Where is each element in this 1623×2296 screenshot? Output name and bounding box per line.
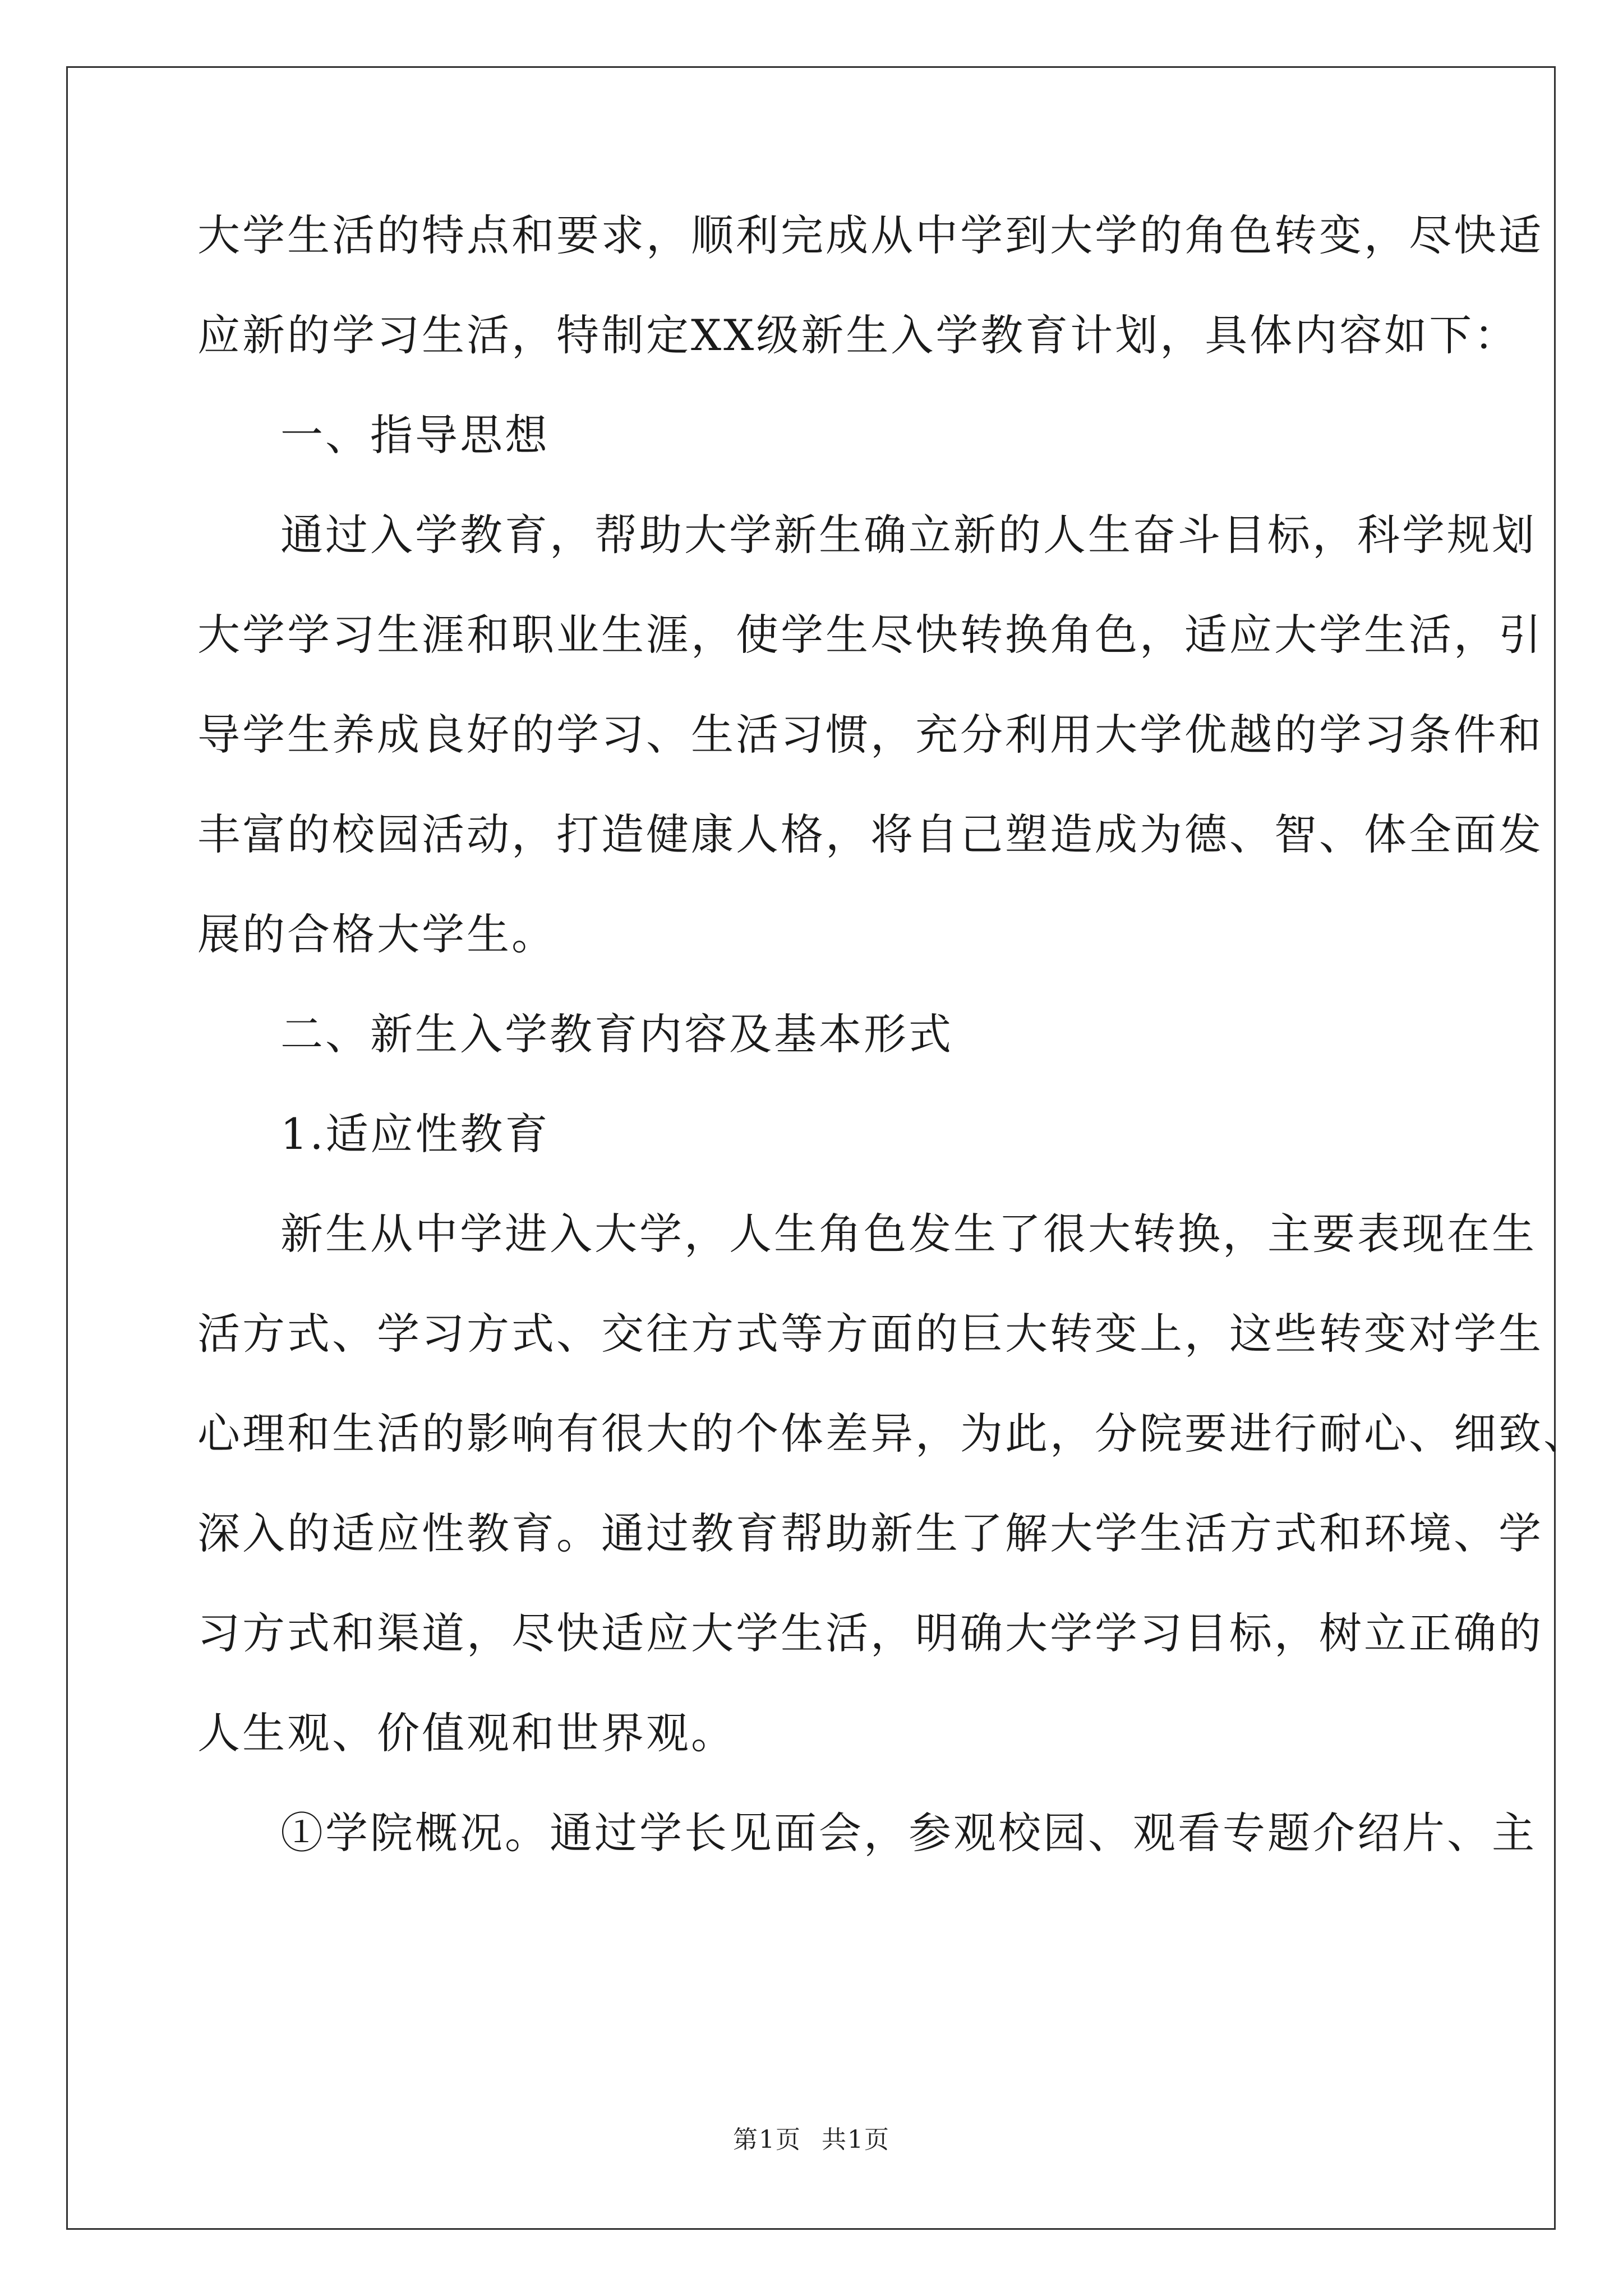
text-line: 大学学习生涯和职业生涯，使学生尽快转换角色，适应大学生活，引 <box>197 610 1543 660</box>
text-line: ①学院概况。通过学长见面会，参观校园、观看专题介绍片、主 <box>280 1808 1537 1858</box>
text-line: 活方式、学习方式、交往方式等方面的巨大转变上，这些转变对学生 <box>197 1309 1543 1359</box>
text-line: 丰富的校园活动，打造健康人格，将自己塑造成为德、智、体全面发 <box>197 809 1543 859</box>
text-line: 展的合格大学生。 <box>197 909 556 959</box>
text-line: 大学生活的特点和要求，顺利完成从中学到大学的角色转变，尽快适 <box>197 210 1543 260</box>
page-total: 共1页 <box>822 2125 890 2154</box>
text-line: 习方式和渠道，尽快适应大学生活，明确大学学习目标，树立正确的 <box>197 1608 1543 1658</box>
text-line: 应新的学习生活，特制定XX级新生入学教育计划，具体内容如下： <box>197 310 1519 360</box>
text-line: 人生观、价值观和世界观。 <box>197 1708 736 1758</box>
text-line: 深入的适应性教育。通过教育帮助新生了解大学生活方式和环境、学 <box>197 1508 1543 1558</box>
section-heading: 一、指导思想 <box>280 410 550 460</box>
subsection-heading: 1.适应性教育 <box>280 1109 550 1159</box>
text-line: 通过入学教育，帮助大学新生确立新的人生奋斗目标，科学规划 <box>280 510 1537 560</box>
page-footer <box>0 2119 1623 2155</box>
text-line: 心理和生活的影响有很大的个体差异，为此，分院要进行耐心、细致、 <box>197 1409 1588 1458</box>
text-line: 导学生养成良好的学习、生活习惯，充分利用大学优越的学习条件和 <box>197 710 1543 760</box>
page-number: 第1页 <box>733 2125 801 2154</box>
text-line: 新生从中学进入大学，人生角色发生了很大转换，主要表现在生 <box>280 1209 1537 1259</box>
section-heading: 二、新生入学教育内容及基本形式 <box>280 1009 953 1059</box>
